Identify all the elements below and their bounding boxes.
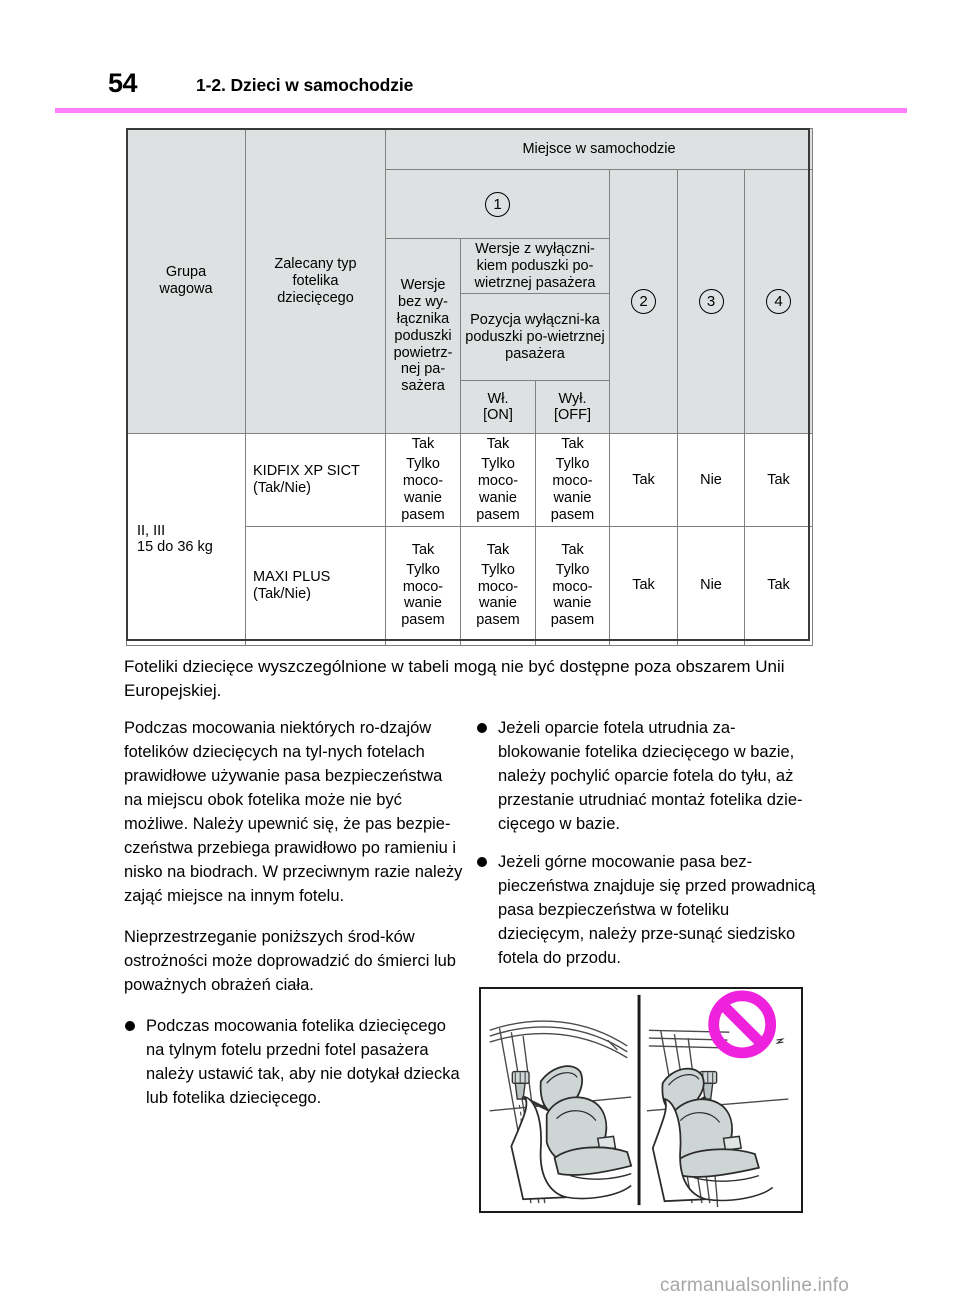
cell-value-note: Tylko moco-wanie pasem (550, 561, 595, 629)
paragraph-belt-routing: Podczas mocowania niektórych ro-dzajów fotelików dziecięcych na tyl-nych fotelach prawidłowe używanie pasa bezpieczeństwa na miejscu obok fotelika może nie być możliwe. Należy upewnić się, że pas bezpie-czeństwa przebiega prawidłowo po ramieniu i nisko na biodrach. W przeciwnym razie należy zająć miejsce na innym fotelu. (124, 719, 463, 905)
cell-no-switch-value (386, 526, 461, 645)
cell-seat-name-line2: (Tak/Nie) (253, 585, 312, 602)
header-switch-on (461, 381, 536, 434)
header-divider-rule (55, 108, 907, 113)
table-row (127, 434, 813, 526)
cell-weight-group-line1: II, III (137, 522, 166, 539)
header-position-3 (678, 170, 745, 434)
cell-value-note: Tylko moco-wanie pasem (550, 456, 595, 523)
header-switch-on-line1: Wł. (487, 390, 509, 407)
cell-switch-on-value (461, 434, 536, 526)
page-number: 54 (108, 68, 138, 98)
cell-seat-name (246, 434, 386, 526)
header-place-in-car: Miejsce w samochodzie (386, 129, 813, 170)
cell-value-note: Tylko moco-wanie pasem (401, 561, 445, 629)
cell-value-primary: Tak (561, 436, 584, 453)
position-4-circle-icon: 4 (766, 289, 791, 314)
cell-position-4-value: Tak (745, 434, 813, 526)
header-versions-with-airbag-switch: Wersje z wyłączni-kiem poduszki po-wietrznej pasażera (461, 239, 610, 294)
header-position-4 (745, 170, 813, 434)
header-seat-type-line2: fotelika (292, 272, 339, 289)
cell-position-2-value: Tak (610, 434, 678, 526)
cell-switch-off-value (536, 526, 610, 645)
cell-value-primary: Tak (411, 541, 435, 558)
cell-weight-group-line2: 15 do 36 kg (137, 539, 213, 556)
cell-no-switch-value (386, 434, 461, 526)
cell-seat-name-line2: (Tak/Nie) (253, 479, 312, 496)
cell-value-primary: Tak (561, 541, 584, 558)
cell-switch-on-value (461, 526, 536, 645)
child-seat-illustration (479, 987, 803, 1213)
list-item (476, 716, 816, 836)
cell-value-primary: Tak (411, 436, 435, 453)
header-group-weight-line2: wagowa (159, 281, 213, 298)
position-2-circle-icon: 2 (631, 289, 656, 314)
cell-seat-name-line1: KIDFIX XP SICT (253, 463, 360, 480)
warning-text-right-column (476, 716, 816, 984)
bullet-dot-icon (477, 857, 487, 867)
cell-value-note: Tylko moco-wanie pasem (476, 561, 520, 629)
child-seat-compatibility-table (126, 128, 812, 646)
header-position-2 (610, 170, 678, 434)
cell-position-4-value: Tak (745, 526, 813, 645)
site-watermark: carmanualsonline.info (660, 1275, 850, 1296)
paragraph-warning-intro: Nieprzestrzeganie poniższych środ-ków ostrożności może doprowadzić do śmierci lub poważnych obrażeń ciała. (124, 928, 456, 994)
header-seat-type-line1: Zalecany typ (274, 256, 357, 272)
cell-value-primary: Tak (486, 436, 510, 453)
child-seat-belt-routing-diagram (481, 989, 801, 1211)
table-header-row-1 (127, 129, 813, 170)
header-switch-off (536, 381, 610, 434)
cell-seat-name-line1: MAXI PLUS (253, 568, 331, 585)
header-switch-off-line2: [OFF] (553, 407, 592, 424)
position-3-circle-icon: 3 (699, 289, 724, 314)
list-item-label: Jeżeli górne mocowanie pasa bez-pieczeństwa znajduje się przed prowadnicą pasa bezpieczeństwa w foteliku dziecięcym, należy prze-sunąć siedzisko fotela do przodu. (498, 853, 816, 967)
cell-weight-group (127, 434, 246, 645)
cell-switch-off-value (536, 434, 610, 526)
list-item (476, 850, 816, 970)
table-availability-note: Foteliki dziecięce wyszczególnione w tabeli mogą nie być dostępne poza obszarem Unii Europejskiej. (124, 657, 785, 700)
header-group-weight (127, 129, 246, 434)
position-1-circle-icon: 1 (485, 192, 510, 217)
header-position-1 (386, 170, 610, 239)
cell-position-3-value: Nie (678, 526, 745, 645)
list-item-label: Jeżeli oparcie fotela utrudnia za-blokowanie fotelika dziecięcego w bazie, należy pochylić oparcie fotela do tyłu, aż przestanie utrudniać montaż fotelika dzie-cięcego w bazie. (498, 719, 803, 833)
header-switch-off-line1: Wył. (558, 390, 587, 407)
cell-value-primary: Tak (486, 541, 510, 558)
list-item (124, 1014, 464, 1110)
cell-position-2-value: Tak (610, 526, 678, 645)
page-title: 1-2. Dzieci w samochodzie (196, 75, 414, 95)
list-item-label: Podczas mocowania fotelika dziecięcego na tylnym fotelu przedni fotel pasażera należy ustawić tak, aby nie dotykał dziecka lub fotelika dziecięcego. (146, 1017, 460, 1107)
header-airbag-switch-position: Pozycja wyłączni-ka poduszki po-wietrznej pasażera (461, 294, 610, 381)
cell-value-note: Tylko moco-wanie pasem (401, 456, 445, 523)
warning-text-left-column (124, 716, 464, 1124)
header-seat-type-line3: dziecięcego (277, 289, 354, 306)
header-group-weight-line1: Grupa (165, 264, 207, 281)
page-header (0, 0, 960, 118)
cell-position-3-value: Nie (678, 434, 745, 526)
bullet-dot-icon (477, 723, 487, 733)
header-recommended-seat-type (246, 129, 386, 434)
cell-value-note: Tylko moco-wanie pasem (476, 456, 520, 523)
header-switch-on-line2: [ON] (483, 407, 513, 424)
bullet-dot-icon (125, 1021, 135, 1031)
header-versions-without-airbag-switch: Wersje bez wy-łącznika poduszki powietrz-nej pa-sażera (386, 239, 461, 434)
cell-seat-name (246, 526, 386, 645)
